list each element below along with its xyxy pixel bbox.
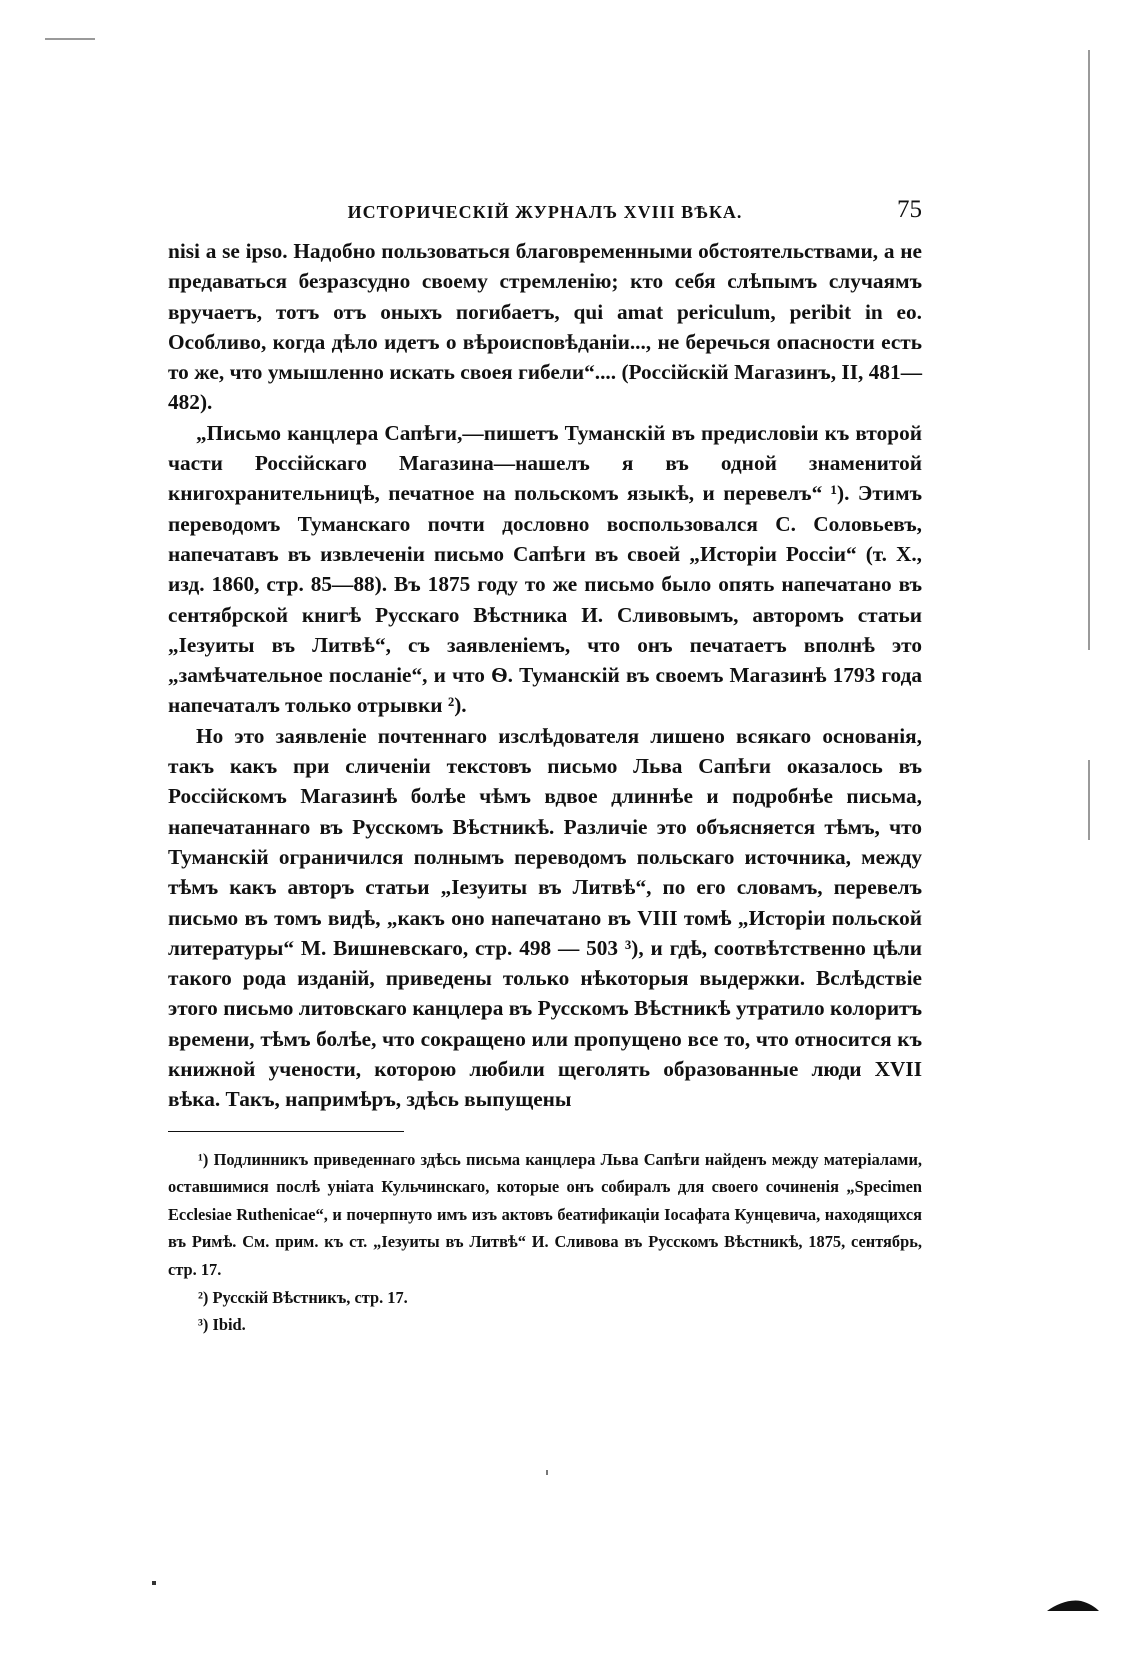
scan-edge-mark-icon [1045, 1598, 1100, 1612]
running-title: ИСТОРИЧЕСКІЙ ЖУРНАЛЪ XVIII ВѢКА. [347, 202, 743, 222]
scan-margin-line-top-left [45, 38, 95, 40]
footnote-separator [168, 1131, 404, 1132]
paragraph: Но это заявленіе почтеннаго изслѣдователя лишено всякаго основанія, такъ какъ при сличеніи текстовъ письмо Льва Сапѣги оказалось въ Россійскомъ Магазинѣ болѣе чѣмъ вдвое длиннѣе и подробнѣе письма, напечатаннаго въ Русскомъ Вѣстникѣ. Различіе это объясняется тѣмъ, что Туманскій ограничился полнымъ переводомъ польскаго источника, между тѣмъ какъ авторъ статьи „Іезуиты въ Литвѣ“, по его словамъ, перевелъ письмо въ томъ видѣ, „какъ оно напечатано въ VIII томѣ „Исторіи польской литературы“ М. Вишневскаго, стр. 498 — 503 ³), и гдѣ, соотвѣтственно цѣли такого рода изданій, приведены только нѣкоторыя выдержки. Вслѣдствіе этого письмо литовскаго канцлера въ Русскомъ Вѣстникѣ утратило колоритъ времени, тѣмъ болѣе, что сокращено или пропущено все то, что относится къ книжной учености, которою любили щеголять образованные люди XVII вѣка. Такъ, напримѣръ, здѣсь выпущены [168, 723, 922, 1112]
running-header [168, 196, 922, 236]
scan-speck [546, 1470, 548, 1475]
paragraph: „Письмо канцлера Сапѣги,—пишетъ Туманскій въ предисловіи къ второй части Россійскаго Магазина—нашелъ я въ одной знаменитой книгохранительницѣ, печатное на польскомъ языкѣ, и перевелъ“ ¹). Этимъ переводомъ Туманскаго почти дословно воспользовался С. Соловьевъ, напечатавъ въ извлеченіи письмо Сапѣги въ своей „Исторіи Россіи“ (т. X., изд. 1860, стр. 85—88). Въ 1875 году то же письмо было опять напечатано въ сентябрской книгѣ Русскаго Вѣстника И. Сливовымъ, авторомъ статьи „Іезуиты въ Литвѣ“, съ заявленіемъ, что онъ печатаетъ вполнѣ это „замѣчательное посланіе“, и что Ѳ. Туманскій въ своемъ Магазинѣ 1793 года напечаталъ только отрывки ²). [168, 420, 922, 718]
paragraph: nisi a se ipso. Надобно пользоваться благовременными обстоятельствами, а не предаваться безразсудно своему стремленію; кто себя слѣпымъ случаямъ вручаетъ, тотъ отъ оныхъ погибаетъ, qui amat periculum, peribit in eo. Особливо, когда дѣло идетъ о вѣроисповѣданіи..., не беречься опасности есть то же, что умышленно искать своея гибели“.... (Россійскій Магазинъ, II, 481—482). [168, 239, 922, 415]
footnotes [168, 1146, 922, 1339]
footnote: ¹) Подлинникъ приведеннаго здѣсь письма канцлера Льва Сапѣги найденъ между матеріалами, оставшимися послѣ уніата Кульчинскаго, которые онъ собиралъ для своего сочиненія „Specimen Ecclesiae Ruthenicae“, и почерпнуто имъ изъ актовъ беатификаціи Іосафата Кунцевича, находящихся въ Римѣ. См. прим. къ ст. „Іезуиты въ Литвѣ“ И. Сливова въ Русскомъ Вѣстникѣ, 1875, сентябрь, стр. 17. [168, 1149, 922, 1279]
footnote: ³) Ibid. [198, 1315, 246, 1335]
document-page [168, 196, 922, 1339]
footnote: ²) Русскій Вѣстникъ, стр. 17. [198, 1287, 408, 1307]
scan-speck [152, 1581, 156, 1585]
scan-margin-line-right-upper [1088, 50, 1090, 650]
page-number: 75 [897, 196, 922, 223]
body-text [168, 236, 922, 1115]
scan-margin-line-right-lower [1088, 760, 1090, 840]
